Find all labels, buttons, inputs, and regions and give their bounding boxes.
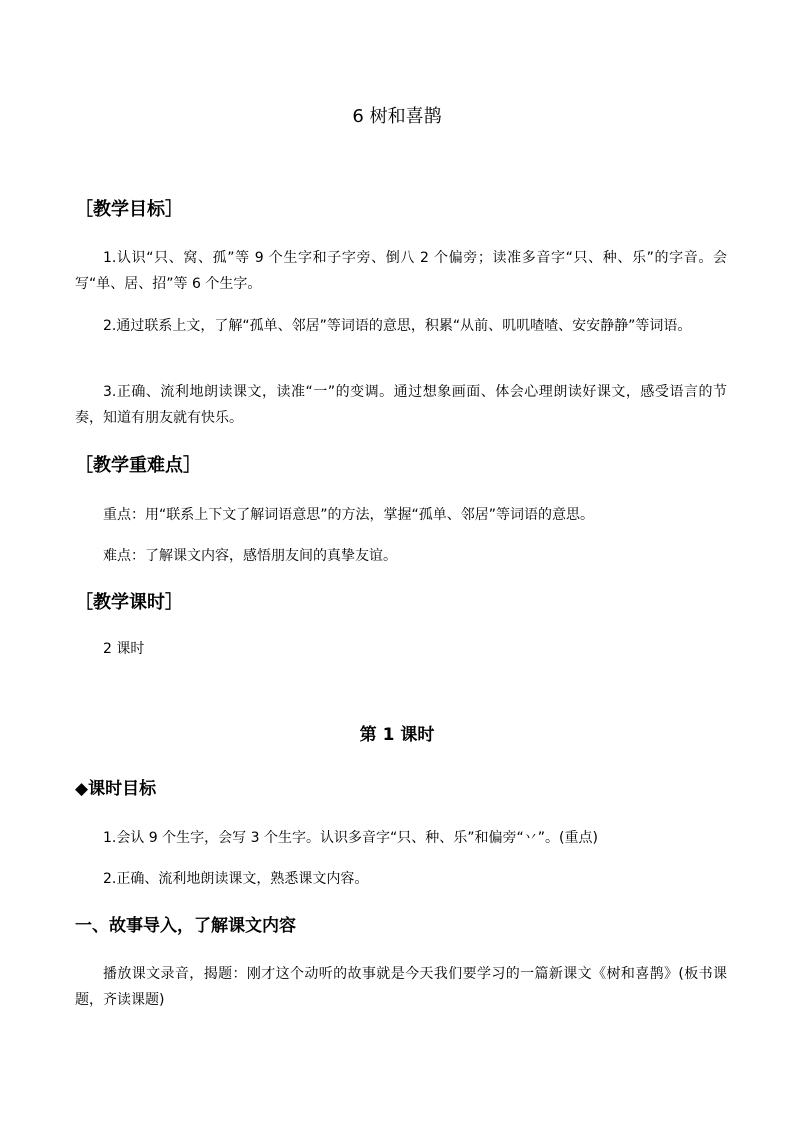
hours-value: 2 课时 <box>103 641 145 657</box>
part1-text: 播放课文录音，揭题：刚才这个动听的故事就是今天我们要学习的一篇新课文《树和喜鹊》(板书课题，齐读课题) <box>75 966 727 1008</box>
goal-item-3: 3.正确、流利地朗读课文，读准“一”的变调。通过想象画面、体会心理朗读好课文，感受语言的节奏，知道有朋友就有快乐。 <box>75 384 727 426</box>
goal-item-1: 1.认识“只、窝、孤”等 9 个生字和子字旁、倒八 2 个偏旁；读准多音字“只、种、乐”的字音。会写“单、居、招”等 6 个生字。 <box>75 250 727 292</box>
hours-heading: ［教学课时］ <box>75 592 183 613</box>
lesson1-goal-2: 2.正确、流利地朗读课文，熟悉课文内容。 <box>103 871 369 887</box>
key-point-text: 重点：用“联系上下文了解词语意思”的方法，掌握“孤单、邻居”等词语的意思。 <box>103 507 595 523</box>
lesson1-goals-heading: ◆课时目标 <box>75 779 157 799</box>
key-points-heading: ［教学重难点］ <box>75 455 201 476</box>
document-title: 6 树和喜鹊 <box>352 106 442 127</box>
part1-heading: 一、故事导入，了解课文内容 <box>75 916 296 936</box>
lesson1-goal-1: 1.会认 9 个生字，会写 3 个生字。认识多音字“只、种、乐”和偏旁“丷”。(重点) <box>103 830 598 846</box>
lesson1-title: 第 1 课时 <box>359 725 435 745</box>
difficulty-text: 难点：了解课文内容，感悟朋友间的真挚友谊。 <box>103 548 397 564</box>
goal-item-2: 2.通过联系上文，了解“孤单、邻居”等词语的意思，积累“从前、叽叽喳喳、安安静静”等词语。 <box>103 318 692 334</box>
goals-heading: ［教学目标］ <box>75 199 183 220</box>
